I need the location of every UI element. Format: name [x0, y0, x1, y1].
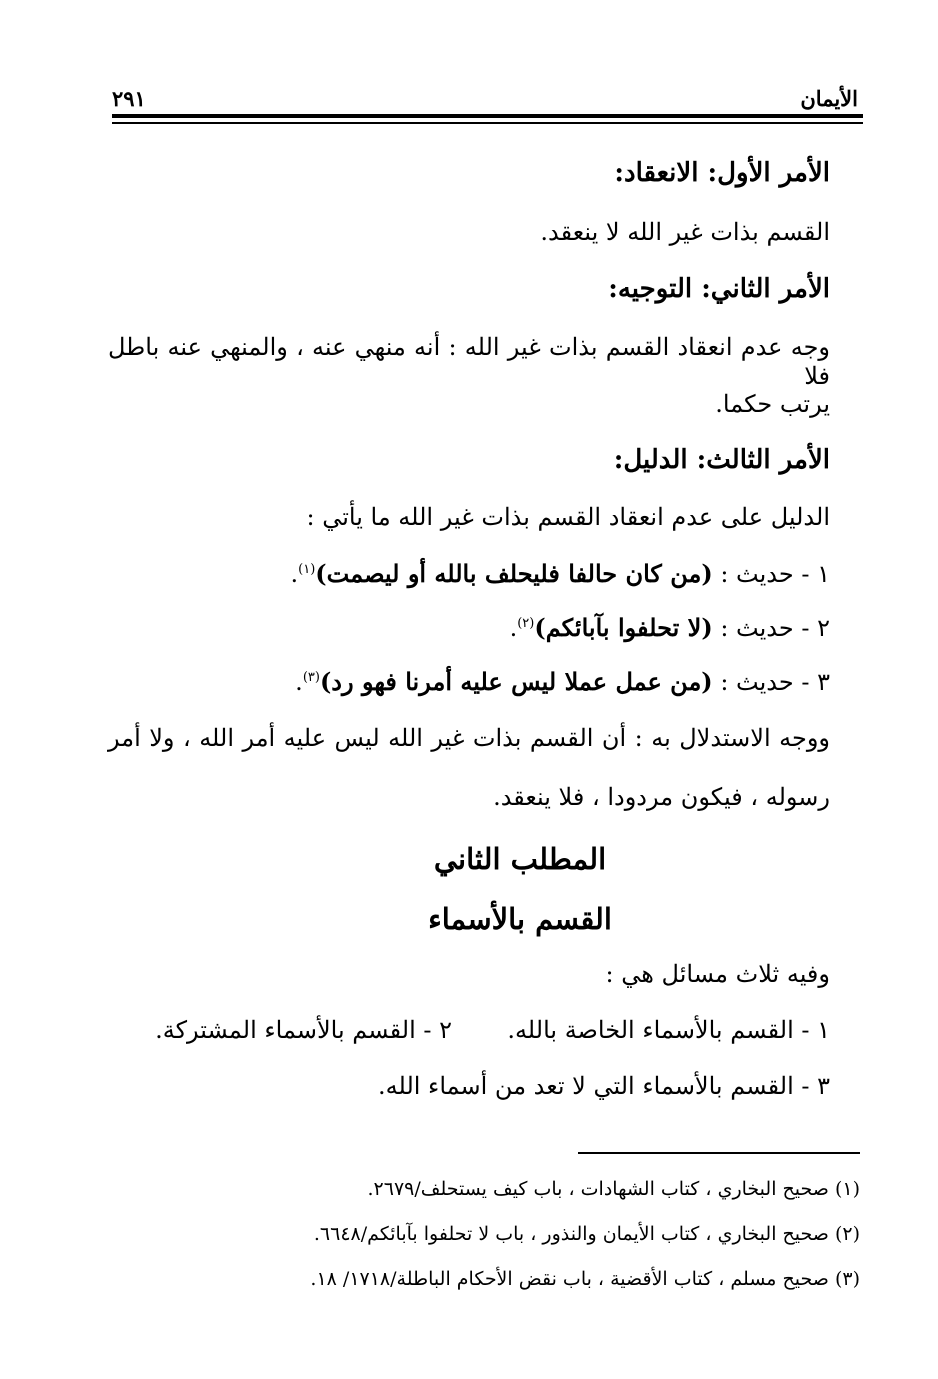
evidence-label: حديث : [720, 668, 794, 696]
section-subtitle: القسم بالأسماء [428, 902, 612, 936]
footnote-1: (١) صحيح البخاري ، كتاب الشهادات ، باب كيف يستحلف/٢٦٧٩. [367, 1178, 860, 1200]
header-rule-thick [112, 114, 863, 118]
hadith-text: (لا تحلفوا بآبائكم) [534, 613, 713, 642]
footnote-ref: (٢) [517, 616, 535, 631]
section-title: المطلب الثاني [433, 842, 607, 876]
heading-third-matter: الأمر الثالث: الدليل: [613, 445, 830, 475]
paragraph-inference-line1: ووجه الاستدلال به : أن القسم بذات غير الله ليس عليه أمر الله ، ولا أمر [108, 724, 830, 752]
issue-item-1: ١ - القسم بالأسماء الخاصة بالله. [507, 1016, 830, 1044]
evidence-number: ١ - [801, 560, 830, 588]
evidence-label: حديث : [720, 560, 794, 588]
issue-item-2: ٢ - القسم بالأسماء المشتركة. [155, 1016, 453, 1044]
paragraph-second-matter-line1: وجه عدم انعقاد القسم بذات غير الله : أنه منهي عنه ، والمنهي عنه باطل فلا [108, 333, 830, 390]
footnote-ref: (١) [298, 562, 316, 577]
hadith-text: (من كان حالفا فليحلف بالله أو ليصمت) [315, 559, 713, 588]
heading-first-matter: الأمر الأول: الانعقاد: [614, 158, 830, 188]
issues-row [108, 1016, 830, 1045]
evidence-item-1 [108, 560, 830, 589]
issue-item-3: ٣ - القسم بالأسماء التي لا تعد من أسماء الله. [378, 1072, 830, 1100]
evidence-end: . [295, 668, 303, 696]
paragraph-issues-intro: وفيه ثلاث مسائل هي : [605, 960, 830, 988]
paragraph-first-matter: القسم بذات غير الله لا ينعقد. [540, 218, 830, 246]
evidence-end: . [509, 614, 518, 642]
paragraph-evidence-intro: الدليل على عدم انعقاد القسم بذات غير الله ما يأتي : [306, 503, 830, 531]
evidence-item-3 [108, 668, 830, 697]
paragraph-inference-line2: رسوله ، فيكون مردودا ، فلا ينعقد. [493, 783, 830, 811]
heading-second-matter: الأمر الثاني: التوجيه: [608, 274, 830, 304]
evidence-number: ٣ - [801, 668, 830, 696]
footnote-3: (٣) صحيح مسلم ، كتاب الأقضية ، باب نقض الأحكام الباطلة/١٧١٨/ ١٨. [310, 1268, 860, 1290]
evidence-label: حديث : [720, 614, 794, 642]
hadith-text: (من عمل عملا ليس عليه أمرنا فهو رد) [319, 667, 713, 696]
footnote-separator [578, 1152, 860, 1154]
page-number: ٢٩١ [112, 86, 146, 111]
header-rule-thin [112, 122, 863, 124]
footnote-ref: (٣) [302, 670, 320, 685]
evidence-number: ٢ - [801, 614, 830, 642]
evidence-end: . [290, 560, 299, 588]
running-title: الأيمان [800, 86, 858, 111]
evidence-item-2 [108, 614, 830, 643]
paragraph-second-matter-line2: يرتب حكما. [715, 390, 830, 418]
footnote-2: (٢) صحيح البخاري ، كتاب الأيمان والنذور ، باب لا تحلفوا بآبائكم/٦٦٤٨. [313, 1223, 860, 1245]
